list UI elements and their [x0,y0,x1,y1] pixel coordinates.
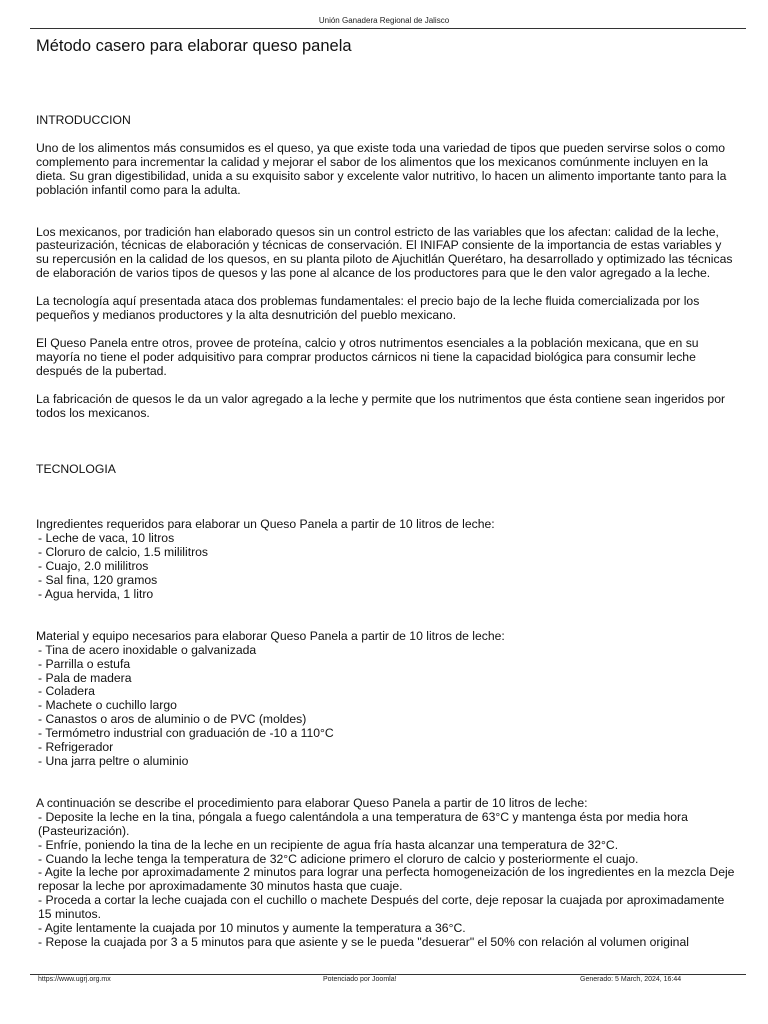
article-title: Método casero para elaborar queso panela [36,37,352,55]
procedure-step: - Repose la cuajada por 3 a 5 minutos para que asiente y se le pueda "desuerar" el 50% con relación al volumen original [36,936,736,950]
procedure-step: - Proceda a cortar la leche cuajada con el cuchillo o machete Después del corte, deje reposar la cuajada por aproximadamente 15 minutos. [36,894,736,922]
footer-url[interactable]: https://www.ugrj.org.mx [38,976,111,983]
equipment-intro: Material y equipo necesarios para elaborar Queso Panela a partir de 10 litros de leche: [36,628,505,643]
spacer [36,435,736,463]
footer-divider [30,974,746,975]
page-header-org: Unión Ganadera Regional de Jalisco [318,16,450,25]
section-heading-introduccion: INTRODUCCION [36,113,131,127]
list-item: - Leche de vaca, 10 litros [36,532,736,546]
footer-generated-date: Generado: 5 March, 2024, 16:44 [580,976,682,983]
list-item: - Una jarra peltre o aluminio [36,755,736,769]
list-item: - Parrilla o estufa [36,658,736,672]
equipment-list [36,644,736,769]
intro-paragraph-5: La fabricación de quesos le da un valor agregado a la leche y permite que los nutrimentos que ésta contiene sean ingeridos por todos los mexicanos. [36,391,726,420]
procedure-step: - Deposite la leche en la tina, póngala a fuego calentándola a una temperatura de 63°C y mantenga ésta por media hora (Pasteurización). [36,811,736,839]
list-item: - Tina de acero inoxidable o galvanizada [36,644,736,658]
article-body [36,36,736,964]
list-item: - Cuajo, 2.0 mililitros [36,560,736,574]
spacer [36,490,736,518]
spacer [36,212,736,226]
spacer [36,616,736,630]
intro-paragraph-4: El Queso Panela entre otros, provee de proteína, calcio y otros nutrimentos esenciales a la población mexicana, que en su mayoría no tiene el poder adquisitivo para comprar productos cárnicos ni tiene la capacidad biológica para consumir leche después de la pubertad. [36,335,699,378]
list-item: - Termómetro industrial con graduación de -10 a 110°C [36,727,736,741]
list-item: - Sal fina, 120 gramos [36,574,736,588]
intro-paragraph-3: La tecnología aquí presentada ataca dos problemas fundamentales: el precio bajo de la leche fluida comercializada por los pequeños y medianos productores y la alta desnutrición del pueblo mexicano. [36,294,700,323]
procedure-intro: A continuación se describe el procedimiento para elaborar Queso Panela a partir de 10 litros de leche: [36,795,588,810]
footer-powered-by: Potenciado por Joomla! [323,976,397,983]
list-item: - Pala de madera [36,672,736,686]
list-item: - Cloruro de calcio, 1.5 mililitros [36,546,736,560]
list-item: - Canastos o aros de aluminio o de PVC (moldes) [36,713,736,727]
list-item: - Machete o cuchillo largo [36,699,736,713]
procedure-list [36,811,736,950]
ingredients-intro: Ingredientes requeridos para elaborar un Queso Panela a partir de 10 litros de leche: [36,517,495,532]
list-item: - Agua hervida, 1 litro [36,588,736,602]
section-heading-tecnologia: TECNOLOGIA [36,461,116,476]
intro-paragraph-2: Los mexicanos, por tradición han elaborado quesos sin un control estricto de las variables que los afectan: calidad de la leche, pasteurización, técnicas de elaboración y técnicas de conservación. El INIFAP consiente de la importancia de estas variables y su repercusión en la calidad de los quesos, en su planta piloto de Ajuchitlán Querétaro, ha desarrollado y optimizado las técnicas de elaboración de varios tipos de quesos y las pone al alcance de los productores para que le den valor agregado a la leche. [36,224,733,281]
procedure-step: - Agite la leche por aproximadamente 2 minutos para lograr una perfecta homogeneización de los ingredientes en la mezcla Deje reposar la leche por aproximadamente 30 minutos hasta que cuaje. [36,866,736,894]
header-divider [30,28,746,29]
procedure-step: - Enfríe, poniendo la tina de la leche en un recipiente de agua fría hasta alcanzar una temperatura de 32°C. [36,839,736,853]
procedure-step: - Agite lentamente la cuajada por 10 minutos y aumente la temperatura a 36°C. [36,922,736,936]
list-item: - Refrigerador [36,741,736,755]
ingredients-list [36,532,736,602]
intro-paragraph-1: Uno de los alimentos más consumidos es el queso, ya que existe toda una variedad de tipos que pueden servirse solos o como complemento para incrementar la calidad y mejorar el sabor de los alimentos que los mexicanos comúnmente incluyen en la dieta. Su gran digestibilidad, unida a su exquisito sabor y excelente valor nutritivo, lo hacen un alimento importante tanto para la población infantil como para la adulta. [36,140,727,197]
procedure-step: - Cuando la leche tenga la temperatura de 32°C adicione primero el cloruro de calcio y posteriormente el cuajo. [36,853,736,867]
spacer [36,783,736,797]
list-item: - Coladera [36,685,736,699]
